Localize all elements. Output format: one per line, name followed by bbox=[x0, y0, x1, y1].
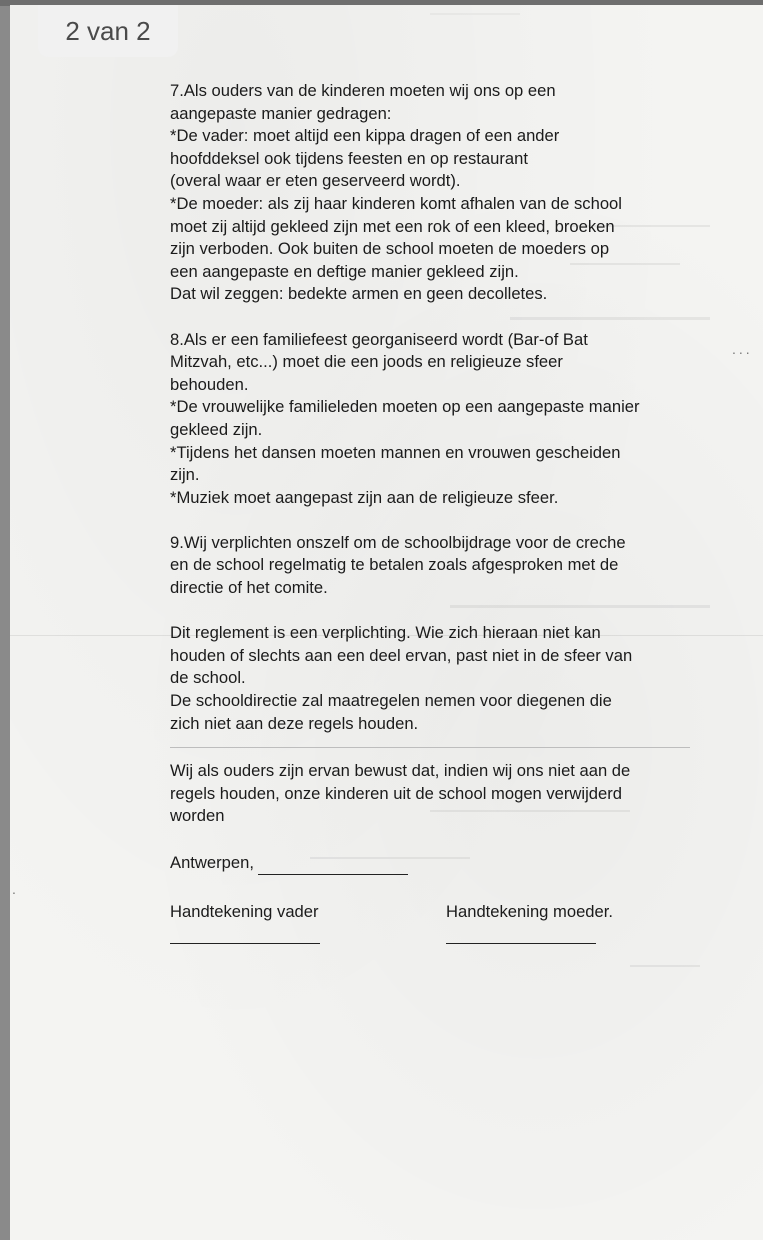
text-line: Wij als ouders zijn ervan bewust dat, indien wij ons niet aan de bbox=[170, 761, 631, 781]
text-line: De schooldirectie zal maatregelen nemen voor diegenen die bbox=[170, 691, 612, 711]
text-line: *De vrouwelijke familieleden moeten op een aangepaste manier bbox=[170, 397, 640, 417]
text-line: Mitzvah, etc...) moet die een joods en religieuze sfeer bbox=[170, 352, 563, 372]
text-line: *De moeder: als zij haar kinderen komt afhalen van de school bbox=[170, 193, 622, 213]
edge-marks: . bbox=[12, 881, 19, 897]
text-line: houden of slechts aan een deel ervan, past niet in de sfeer van bbox=[170, 645, 633, 665]
signature-lines bbox=[170, 929, 715, 944]
section-9 bbox=[170, 532, 715, 600]
text-line: Dat wil zeggen: bedekte armen en geen decolletes. bbox=[170, 284, 548, 304]
scanned-page bbox=[10, 5, 763, 1240]
text-line: directie of het comite. bbox=[170, 578, 328, 598]
text-line: *Muziek moet aangepast zijn aan de religieuze sfeer. bbox=[170, 487, 559, 507]
section-7 bbox=[170, 80, 715, 306]
text-line: *Tijdens het dansen moeten mannen en vrouwen gescheiden bbox=[170, 442, 621, 462]
document-body bbox=[170, 80, 715, 944]
section-8 bbox=[170, 329, 715, 510]
regulation-paragraph bbox=[170, 622, 715, 735]
text-line: (overal waar er eten geserveerd wordt). bbox=[170, 171, 461, 191]
place-date-row bbox=[170, 852, 715, 875]
text-line: zijn verboden. Ook buiten de school moeten de moeders op bbox=[170, 239, 610, 259]
signature-mother-field[interactable] bbox=[446, 929, 596, 944]
text-line: moet zij altijd gekleed zijn met een rok of een kleed, broeken bbox=[170, 216, 615, 236]
page-indicator: 2 van 2 bbox=[38, 5, 178, 57]
text-line: worden bbox=[170, 806, 225, 826]
text-line: Dit reglement is een verplichting. Wie zich hieraan niet kan bbox=[170, 623, 601, 643]
place-label: Antwerpen, bbox=[170, 853, 254, 872]
text-line: een aangepaste en deftige manier gekleed zijn. bbox=[170, 261, 519, 281]
text-line: *De vader: moet altijd een kippa dragen of een ander bbox=[170, 126, 560, 146]
text-line: hoofddeksel ook tijdens feesten en op restaurant bbox=[170, 148, 528, 168]
text-line: aangepaste manier gedragen: bbox=[170, 103, 392, 123]
text-line: 7.Als ouders van de kinderen moeten wij ons op een bbox=[170, 81, 556, 100]
text-line: behouden. bbox=[170, 374, 249, 394]
divider bbox=[170, 747, 690, 748]
text-line: regels houden, onze kinderen uit de school mogen verwijderd bbox=[170, 783, 623, 803]
signature-labels bbox=[170, 901, 715, 924]
scan-artifact bbox=[630, 965, 700, 967]
text-line: 9.Wij verplichten onszelf om de schoolbijdrage voor de creche bbox=[170, 532, 626, 552]
text-line: en de school regelmatig te betalen zoals afgesproken met de bbox=[170, 555, 619, 575]
edge-marks: ... bbox=[732, 341, 753, 357]
signature-father-label: Handtekening vader bbox=[170, 901, 319, 921]
text-line: gekleed zijn. bbox=[170, 419, 263, 439]
acknowledgement-paragraph bbox=[170, 760, 715, 828]
signature-mother-label: Handtekening moeder. bbox=[446, 901, 613, 921]
text-line: 8.Als er een familiefeest georganiseerd wordt (Bar-of Bat bbox=[170, 329, 588, 349]
text-line: zich niet aan deze regels houden. bbox=[170, 713, 419, 733]
text-line: zijn. bbox=[170, 465, 200, 485]
signature-father-field[interactable] bbox=[170, 929, 320, 944]
scan-artifact bbox=[430, 13, 520, 15]
text-line: de school. bbox=[170, 668, 246, 688]
place-date-field[interactable] bbox=[258, 858, 408, 875]
